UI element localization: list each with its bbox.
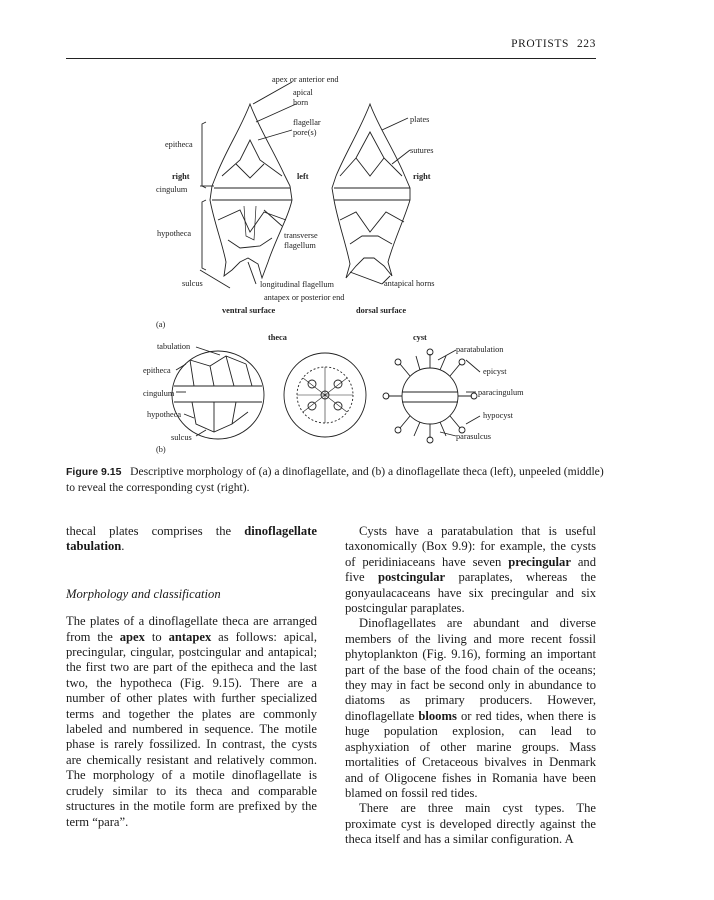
label-paracingulum: paracingulum xyxy=(478,388,524,397)
figure-b-drawings xyxy=(172,347,480,443)
right-paragraph-3: There are three main cyst types. The proximate cyst is developed directly against the theca itself and has a similar configuration. A xyxy=(345,801,596,847)
label-paratabulation: paratabulation xyxy=(456,345,504,354)
label-apical-2: horn xyxy=(293,98,309,107)
label-transverse-2: flagellum xyxy=(284,241,316,250)
hypotheca-bracket xyxy=(202,200,206,270)
figure-caption xyxy=(66,464,606,496)
label-b-epitheca: epitheca xyxy=(143,366,171,375)
caption-label: Figure 9.15 xyxy=(66,466,122,478)
epitheca-bracket xyxy=(202,122,206,188)
figure-a-drawings xyxy=(200,82,410,288)
label-flagellar-2: pore(s) xyxy=(293,128,317,137)
label-cingulum: cingulum xyxy=(156,185,188,194)
label-right-dorsal: right xyxy=(413,172,431,181)
right-column xyxy=(345,524,596,848)
label-epicyst: epicyst xyxy=(483,367,507,376)
section-subheading: Morphology and classification xyxy=(66,586,221,601)
label-left: left xyxy=(297,172,309,181)
right-paragraph-1: Cysts have a paratabulation that is useful taxonomically (Box 9.9): for example, the cysts of peridiniaceans have seven precingular and five postcingular paraplates, whereas the gonyaulacaceans have six precingular and six postcingular paraplates. xyxy=(345,524,597,616)
label-epitheca: epitheca xyxy=(165,140,193,149)
label-b-hypotheca: hypotheca xyxy=(147,410,182,419)
label-right-ventral: right xyxy=(172,172,190,181)
label-flagellar-1: flagellar xyxy=(293,118,321,127)
label-theca: theca xyxy=(268,333,287,342)
figure-a-labels xyxy=(156,75,434,329)
left-paragraph-2: The plates of a dinoflagellate theca are arranged from the apex to antapex as follows: apical, precingular, cingular, postcingular and antapical; the first two are part of the epitheca and the last two, the hypotheca (Fig. 9.15). There are a number of other plates with further specialized terms and together the plates are commonly labeled and numbered in sequence. The motile phase is rarely fossilized. In contrast, the cysts are chemically resistant and relatively common. The morphology of a motile dinoflagellate is crudely similar to its theca and comparable structures in the motile form are prefixed by the term “para”. xyxy=(66,614,318,829)
cyst-body xyxy=(402,368,458,424)
caption-text: Descriptive morphology of (a) a dinoflagellate, and (b) a dinoflagellate theca (left), unpeeled (middle) to reveal the corresponding cyst (right). xyxy=(66,465,604,494)
label-plates: plates xyxy=(410,115,430,124)
label-antapical: antapical horns xyxy=(384,279,435,288)
left-column xyxy=(66,524,317,830)
label-b-sulcus: sulcus xyxy=(171,433,192,442)
label-apical-1: apical xyxy=(293,88,313,97)
dorsal-cell-outline xyxy=(332,104,410,278)
label-antapex: antapex or posterior end xyxy=(264,293,345,302)
label-longitudinal: longitudinal flagellum xyxy=(260,280,334,289)
label-transverse-1: transverse xyxy=(284,231,318,240)
label-tabulation: tabulation xyxy=(157,342,191,351)
left-paragraph-1: thecal plates comprises the dinoflagellate tabulation. xyxy=(66,524,317,554)
label-cyst: cyst xyxy=(413,333,427,342)
label-ventral-surface: ventral surface xyxy=(222,306,276,315)
label-sutures: sutures xyxy=(410,146,434,155)
ventral-cell-outline xyxy=(210,104,292,278)
label-hypotheca: hypotheca xyxy=(157,229,192,238)
label-apex: apex or anterior end xyxy=(272,75,339,84)
label-parasulcus: parasulcus xyxy=(456,432,492,441)
label-b-cingulum: cingulum xyxy=(143,389,175,398)
label-dorsal-surface: dorsal surface xyxy=(356,306,407,315)
label-panel-a: (a) xyxy=(156,320,166,329)
right-paragraph-2: Dinoflagellates are abundant and diverse members of the living and more recent fossil phytoplankton (Fig. 9.16), forming an important part of the base of the food chain of the oceans; they may in fact be second only in abundance to diatoms as primary producers. However, dinoflagellate blooms or red tides, when there is huge population explosion, can lead to asphyxiation of other marine groups. Mass mortalities of Cretaceous bivalves in Denmark and of Oligocene fishes in Romania have been blamed on fossil red tides. xyxy=(345,616,596,800)
page-number: 223 xyxy=(576,38,596,50)
label-sulcus: sulcus xyxy=(182,279,203,288)
section-title: PROTISTS xyxy=(511,38,569,50)
label-panel-b: (b) xyxy=(156,445,166,454)
label-hypocyst: hypocyst xyxy=(483,411,513,420)
